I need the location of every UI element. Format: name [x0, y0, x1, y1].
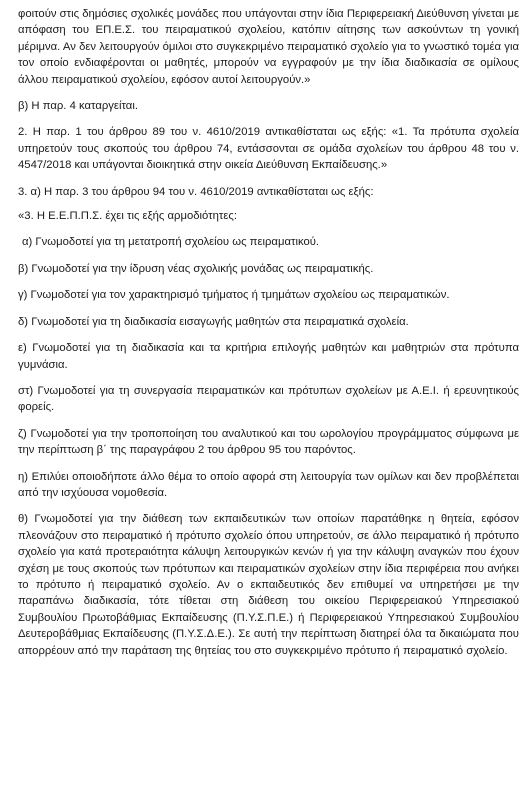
- paragraph-continuation: φοιτούν στις δημόσιες σχολικές μονάδες που υπάγονται στην ίδια Περιφερειακή Διεύθυνση γίνεται με απόφαση του ΕΠ.Ε.Σ. του πειραματικού σχολείου, κατόπιν αίτησης των ασκούντων τη γονική μέριμνα. Αν δεν λειτουργούν όμιλοι στο συγκεκριμένο πειραματικό σχολείο για το γνωστικό τομέα για τον οποίο ενδιαφέρονται οι μαθητές, μπορούν να εγγραφούν με την ίδια διαδικασία σε ομίλους άλλου πειραματικού σχολείου, εφόσον αυτοί λειτουργούν.»: [18, 8, 519, 86]
- item-st: στ) Γνωμοδοτεί για τη συνεργασία πειραματικών και πρότυπων σχολείων με Α.Ε.Ι. ή ερευνητικούς φορείς.: [18, 384, 519, 414]
- item-b: β) Γνωμοδοτεί για την ίδρυση νέας σχολικής μονάδας ως πειραματικής.: [18, 262, 374, 275]
- paragraph-3a: 3. α) Η παρ. 3 του άρθρου 94 του ν. 4610/2019 αντικαθίσταται ως εξής:: [18, 185, 374, 198]
- item-c: γ) Γνωμοδοτεί για τον χαρακτηρισμό τμήματος ή τμημάτων σχολείου ως πειραματικών.: [18, 289, 450, 302]
- item-a: α) Γνωμοδοτεί για τη μετατροπή σχολείου ως πειραματικού.: [22, 236, 320, 249]
- item-z: ζ) Γνωμοδοτεί για την τροποποίηση του αναλυτικού και του ωρολογίου προγράμματος σύμφωνα με την περίπτωση β΄ της παραγράφου 2 του άρθρου 95 του παρόντος.: [18, 427, 519, 457]
- item-e: ε) Γνωμοδοτεί για τη διαδικασία και τα κριτήρια επιλογής μαθητών και μαθητριών στα πρότυπα γυμνάσια.: [18, 342, 519, 371]
- item-h: η) Επιλύει οποιοδήποτε άλλο θέμα το οποίο αφορά στη λειτουργία των ομίλων και δεν προβλέπεται από την ισχύουσα νομοθεσία.: [18, 470, 519, 499]
- item-th: θ) Γνωμοδοτεί για την διάθεση των εκπαιδευτικών των οποίων παρατάθηκε η θητεία, εφόσον πλεονάζουν στο πειραματικό ή πρότυπο σχολείο όπου υπηρετούν, σε άλλο πειραματικό ή πρότυπο σχολείο για κατά προτεραιότητα κάλυψη λειτουργικών κενών ή για την κάλυψη αναγκών που έχουν σχέση με τους σκοπούς των πρότυπων και πειραματικών σχολείων στην ίδια περιφέρεια που ανήκει το πρότυπο ή πειραματικό σχολείο. Αν ο εκπαιδευτικός δεν επιθυμεί να υπηρετήσει με την παραπάνω διαδικασία, τότε τίθεται στη διάθεση του οικείου Περιφερειακού Υπηρεσιακού Συμβουλίου Πρωτοβάθμιας Εκπαίδευσης (Π.Υ.Σ.Π.Ε.) ή Περιφερειακού Υπηρεσιακού Συμβουλίου Δευτεροβάθμιας Εκπαίδευσης (Π.Υ.Σ.Δ.Ε.). Σε αυτή την περίπτωση διατηρεί όλα τα δικαιώματα που απορρέουν από την παράταση της θητείας του στο συγκεκριμένο πρότυπο ή πειραματικό σχολείο.: [18, 513, 519, 657]
- item-d: δ) Γνωμοδοτεί για τη διαδικασία εισαγωγής μαθητών στα πειραματικά σχολεία.: [18, 315, 409, 328]
- paragraph-3-intro: «3. Η Ε.Ε.Π.Π.Σ. έχει τις εξής αρμοδιότητες:: [18, 210, 238, 223]
- paragraph-2: 2. Η παρ. 1 του άρθρου 89 του ν. 4610/2019 αντικαθίσταται ως εξής: «1. Τα πρότυπα σχολεία υπηρετούν τους σκοπούς του άρθρου 74, εντάσσονται σε ομάδα σχολείων του άρθρου 48 του ν. 4547/2018 και υπάγονται διοικητικά στην οικεία Διεύθυνση Εκπαίδευσης.»: [18, 126, 519, 172]
- paragraph-b-repeal: β) Η παρ. 4 καταργείται.: [18, 100, 138, 113]
